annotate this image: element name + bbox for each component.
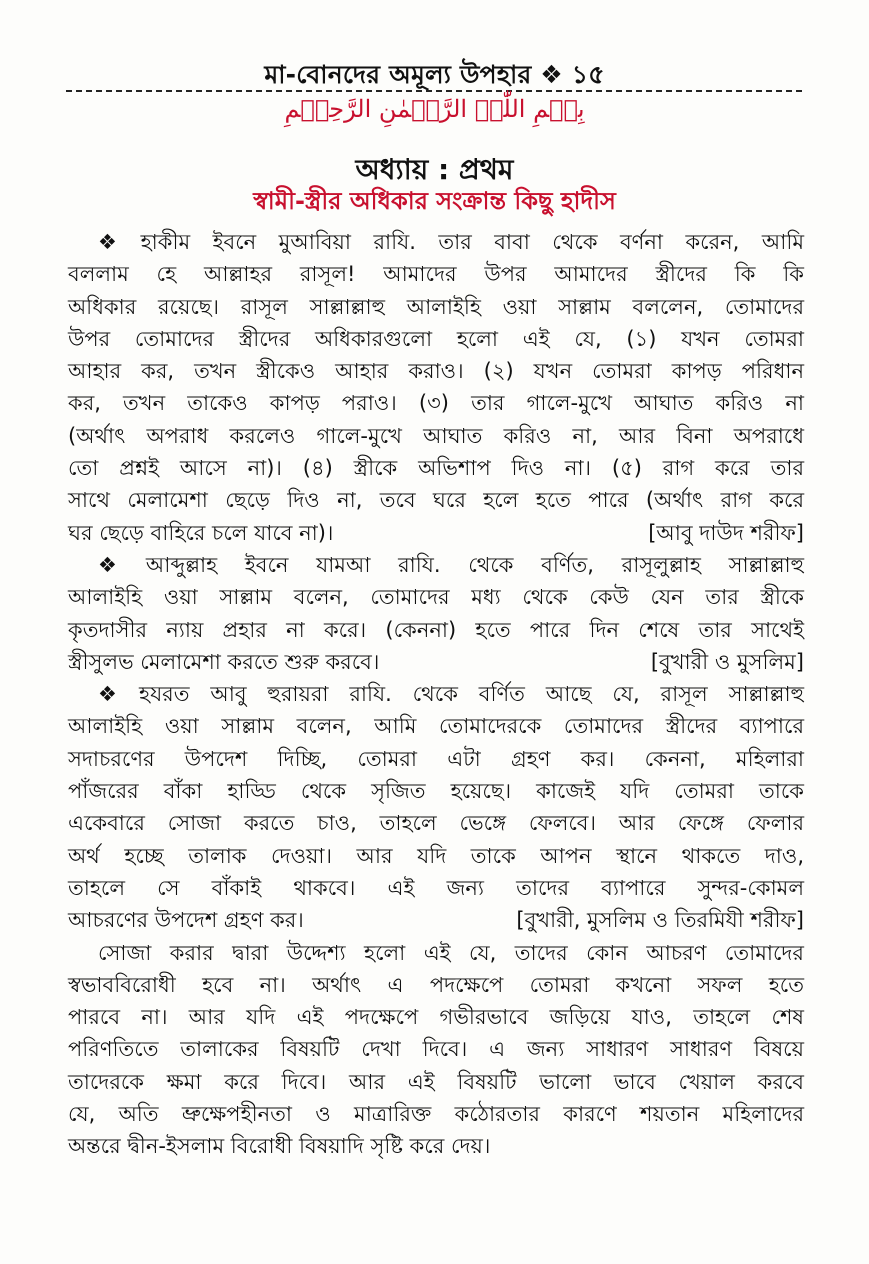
diamond-bullet-icon: ❖ bbox=[98, 682, 132, 707]
paragraph-3-line-6: অর্থ হচ্ছে তালাক দেওয়া। আর যদি তাকে আপন স্থানে থাকতে দাও, bbox=[68, 843, 804, 868]
diamond-bullet-icon: ❖ bbox=[98, 552, 138, 577]
paragraph-4-line-2: স্বভাববিরোধী হবে না। অর্থাৎ এ পদক্ষেপে তোমরা কখনো সফল হতে bbox=[68, 972, 804, 997]
paragraph-4-last-line: অন্তরে দ্বীন-ইসলাম বিরোধী বিষয়াদি সৃষ্টি করে দেয়। bbox=[68, 1134, 491, 1159]
paragraph-1-last-text: ঘর ছেড়ে বাহিরে চলে যাবে না)। bbox=[68, 520, 334, 545]
paragraph-4-line-3: পারবে না। আর যদি এই পদক্ষেপে গভীরভাবে জড়িয়ে যাও, তাহলে শেষ bbox=[68, 1005, 804, 1030]
bismillah-calligraphy: بِسۡمِ اللّٰہِ الرَّحۡمٰنِ الرَّحِیۡمِ bbox=[284, 95, 585, 123]
paragraph-3-line-4: পাঁজরের বাঁকা হাড্ডি থেকে সৃজিত হয়েছে। কাজেই যদি তোমরা তাকে bbox=[68, 779, 804, 804]
reference-bukhari-muslim-tirmidhi: [বুখারী, মুসলিম ও তিরমিযী শরীফ] bbox=[516, 908, 804, 933]
paragraph-2-line-3: কৃতদাসীর ন্যায় প্রহার না করে। (কেননা) হতে পারে দিন শেষে তার সাথেই bbox=[68, 617, 804, 642]
chapter-subtitle: স্বামী-স্ত্রীর অধিকার সংক্রান্ত কিছু হাদীস bbox=[253, 187, 616, 215]
paragraph-1-line-1: ❖ হাকীম ইবনে মুআবিয়া রাযি. তার বাবা থেকে বর্ণনা করেন, আমি bbox=[98, 230, 805, 254]
paragraph-1-line-9: সাথে মেলামেশা ছেড়ে দিও না, তবে ঘরে হলে হতে পারে (অর্থাৎ রাগ করে bbox=[68, 488, 804, 513]
paragraph-1-line-3: অধিকার রয়েছে। রাসূল সাল্লাল্লাহু আলাইহি ওয়া সাল্লাম বললেন, তোমাদের bbox=[68, 294, 804, 319]
paragraph-1-line-6: কর, তখন তাকেও কাপড় পরাও। (৩) তার গালে-মুখে আঘাত করিও না bbox=[68, 391, 804, 416]
paragraph-1-line-4: উপর তোমাদের স্ত্রীদের অধিকারগুলো হলো এই যে, (১) যখন তোমরা bbox=[68, 326, 804, 351]
paragraph-3-line-7: তাহলে সে বাঁকাই থাকবে। এই জন্য তাদের ব্যাপারে সুন্দর-কোমল bbox=[68, 875, 804, 900]
paragraph-2-line-1: ❖ আব্দুল্লাহ ইবনে যামআ রাযি. থেকে বর্ণিত, রাসূলুল্লাহ সাল্লাল্লাহু bbox=[98, 552, 804, 577]
reference-abu-dawud: [আবু দাউদ শরীফ] bbox=[648, 520, 804, 545]
paragraph-3-line-2: আলাইহি ওয়া সাল্লাম বলেন, আমি তোমাদেরকে তোমাদের স্ত্রীদের ব্যাপারে bbox=[68, 714, 804, 739]
paragraph-1-line-8: তো প্রশ্নই আসে না)। (৪) স্ত্রীকে অভিশাপ দিও না। (৫) রাগ করে তার bbox=[68, 456, 804, 481]
paragraph-4-line-5: তাদেরকে ক্ষমা করে দিবে। আর এই বিষয়টি ভালো ভাবে খেয়াল করবে bbox=[68, 1069, 804, 1094]
chapter-title: অধ্যায় : প্রথম bbox=[355, 153, 514, 186]
header-dashed-rule bbox=[66, 90, 802, 92]
paragraph-4-line-4: পরিণতিতে তালাকের বিষয়টি দেখা দিবে। এ জন্য সাধারণ সাধারণ বিষয়ে bbox=[68, 1037, 804, 1062]
paragraph-4-line-6: যে, অতি ভ্রুক্ষেপহীনতা ও মাত্রারিক্ত কঠোরতার কারণে শয়তান মহিলাদের bbox=[68, 1102, 804, 1127]
paragraph-2-last-line bbox=[68, 646, 804, 678]
paragraph-1-line-7: (অর্থাৎ অপরাধ করলেও গালে-মুখে আঘাত করিও না, আর বিনা অপরাধে bbox=[68, 423, 804, 448]
diamond-bullet-icon: ❖ bbox=[98, 230, 133, 254]
paragraph-3-line-3: সদাচরণের উপদেশ দিচ্ছি, তোমরা এটা গ্রহণ কর। কেননা, মহিলারা bbox=[68, 746, 804, 771]
paragraph-4-line-1: সোজা করার দ্বারা উদ্দেশ্য হলো এই যে, তাদের কোন আচরণ তোমাদের bbox=[98, 940, 804, 965]
paragraph-1-line-5: আহার কর, তখন স্ত্রীকেও আহার করাও। (২) যখন তোমরা কাপড় পরিধান bbox=[68, 359, 804, 384]
reference-bukhari-muslim: [বুখারী ও মুসলিম] bbox=[650, 649, 804, 674]
paragraph-3-line-5: একেবারে সোজা করতে চাও, তাহলে ভেঙ্গে ফেলবে। আর ফেঙ্গে ফেলার bbox=[68, 811, 804, 836]
paragraph-3-line-1: ❖ হযরত আবু হুরায়রা রাযি. থেকে বর্ণিত আছে যে, রাসূল সাল্লাল্লাহু bbox=[98, 682, 804, 707]
paragraph-2-last-text: স্ত্রীসুলভ মেলামেশা করতে শুরু করবে। bbox=[68, 649, 380, 674]
paragraph-3-last-text: আচরণের উপদেশ গ্রহণ কর। bbox=[68, 908, 304, 933]
running-head: মা-বোনদের অমূল্য উপহার ❖ ১৫ bbox=[264, 60, 605, 89]
paragraph-1-last-line bbox=[68, 517, 804, 549]
paragraph-1-line-2: বললাম হে আল্লাহর রাসূল! আমাদের উপর আমাদের স্ত্রীদের কি কি bbox=[68, 262, 804, 287]
paragraph-2-line-2: আলাইহি ওয়া সাল্লাম বলেন, তোমাদের মধ্য থেকে কেউ যেন তার স্ত্রীকে bbox=[68, 585, 804, 610]
body-text bbox=[68, 226, 804, 1163]
paragraph-3-last-line bbox=[68, 904, 804, 936]
